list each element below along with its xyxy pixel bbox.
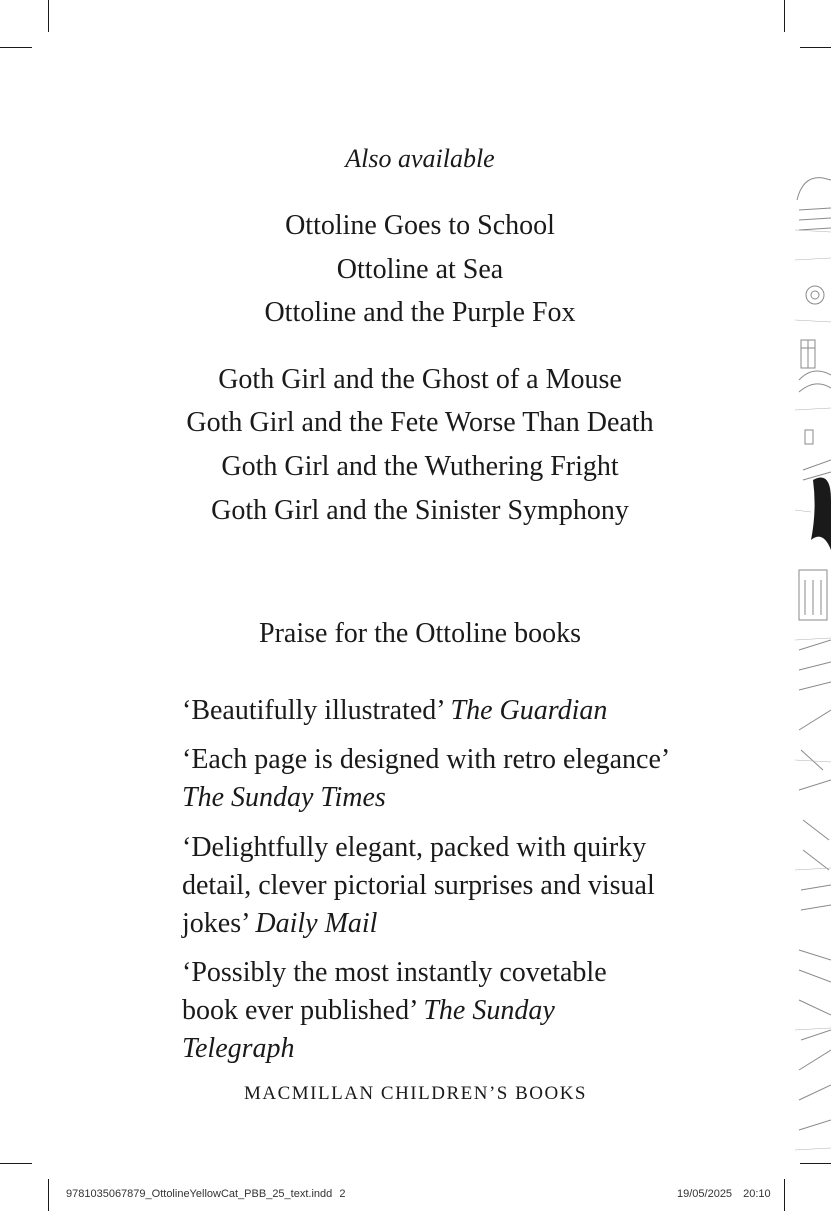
- slug-filename: [66, 1188, 345, 1200]
- goth-girl-title-1: Goth Girl and the Ghost of a Mouse: [218, 364, 622, 395]
- quote-text: ‘Delightfully elegant, packed with quirky detail, clever pictorial surprises and visual jokes’: [182, 832, 655, 939]
- slug-datetime: [677, 1188, 771, 1200]
- goth-girl-title-4: Goth Girl and the Sinister Symphony: [211, 495, 629, 526]
- slug-file: 9781035067879_OttolineYellowCat_PBB_25_text.indd: [66, 1188, 333, 1200]
- crop-mark-top-right-h: [800, 47, 831, 48]
- quote-source: The Guardian: [450, 695, 608, 726]
- quote-text: ‘Beautifully illustrated’: [182, 695, 444, 726]
- edge-illustration: [793, 170, 831, 1170]
- slug-page: 2: [339, 1188, 346, 1200]
- crop-mark-top-right: [784, 0, 785, 32]
- quote-source: The Sunday Times: [182, 782, 386, 813]
- praise-heading: Praise for the Ottoline books: [259, 618, 581, 649]
- praise-quote-3: [182, 829, 682, 943]
- crop-mark-bottom-left-h: [0, 1163, 32, 1164]
- crop-mark-top-left: [48, 0, 49, 32]
- quote-text: ‘Each page is designed with retro elegance’: [182, 744, 671, 775]
- publisher-imprint: MACMILLAN CHILDREN’S BOOKS: [243, 1083, 587, 1104]
- ottoline-title-2: Ottoline at Sea: [336, 254, 504, 285]
- praise-quote-4: [182, 954, 662, 1068]
- ottoline-title-1: Ottoline Goes to School: [285, 210, 555, 241]
- quote-text: ‘Possibly the most instantly covetable book ever published’: [182, 957, 607, 1026]
- slug-date: 19/05/2025: [677, 1188, 733, 1200]
- slug-time: 20:10: [743, 1188, 771, 1200]
- also-available-heading: Also available: [345, 144, 495, 173]
- quote-source: The Sunday Telegraph: [182, 995, 555, 1064]
- goth-girl-title-3: Goth Girl and the Wuthering Fright: [221, 451, 619, 482]
- ottoline-title-3: Ottoline and the Purple Fox: [264, 297, 576, 328]
- praise-quote-1: [182, 692, 702, 730]
- crop-mark-top-left-h: [0, 47, 32, 48]
- quote-source: Daily Mail: [255, 908, 378, 939]
- crop-mark-bottom-right: [784, 1179, 785, 1211]
- praise-quote-2: [182, 741, 702, 817]
- crop-mark-bottom-left: [48, 1179, 49, 1211]
- goth-girl-title-2: Goth Girl and the Fete Worse Than Death: [186, 407, 654, 438]
